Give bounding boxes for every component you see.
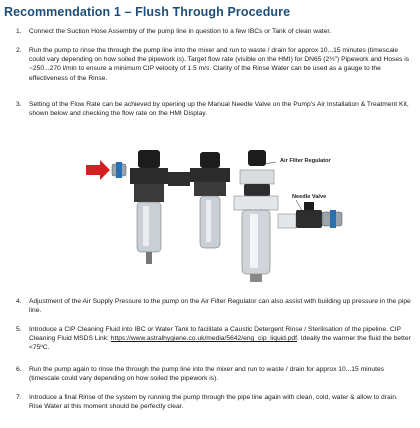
air-filter-regulator-label: Air Filter Regulator (280, 158, 331, 164)
step-text-after: . Ideally the warmer the fluid the better <75ºC. (29, 335, 411, 352)
step-text: Connect the Suction Hose Assembly of the pump line in question to a few IBCs or Tank of clean water. (29, 28, 332, 35)
step-text: Run the pump again to rinse the through the pump line into the mixer and run to waste / drain for approx 10...15 minutes (timescale could vary depending on how soiled the pipework is). (29, 366, 385, 383)
step-text: Setting of the Flow Rate can be achieved by opening up the Manual Needle Valve on the Pump’s Air Installation & Treatment Kit, shown below and checking the flow rate on the HMI Display. (29, 101, 409, 118)
regulator-knob-2 (200, 152, 220, 168)
page-title: Recommendation 1 – Flush Through Procedure (4, 5, 291, 19)
step-text: Introduce a final Rinse of the system by running the pump through the pipe line again with clean, cold, water & allow to drain. Rise Water at this moment should be perfectly clear. (29, 394, 398, 411)
air-treatment-kit-illustration (80, 150, 370, 292)
step-number: 6. (16, 366, 22, 373)
needle-valve-body (296, 210, 322, 228)
step-number: 2. (16, 47, 22, 54)
red-arrow-icon (86, 160, 110, 180)
step-text-before: Introduce a CIP Cleaning Fluid into IBC or Water Tank to facilitate a Caustic Detergent Rinse / Sterilisation of the pipeline. CIP Cleaning Fluid MSDS Link: (29, 326, 401, 343)
equipment-drawing (80, 150, 370, 292)
needle-valve-label: Needle Valve (292, 194, 327, 200)
pressure-gauge (244, 184, 270, 196)
step-text (29, 325, 412, 353)
regulator-knob-1 (138, 150, 160, 168)
step-text: Adjustment of the Air Supply Pressure to the pump on the Air Filter Regulator can also assist with building up pressure in the pipe line. (29, 298, 411, 315)
msds-link[interactable]: https://www.astralhygiene.co.uk/media/5642/eng_cip_liquid.pdf (110, 335, 298, 343)
step-text: Run the pump to rinse the through the pump line into the mixer and run to waste / drain for approx 10...15 minutes (timescale could vary depending on how soiled the pipework is). Target flow rate (visible on the HMI) for DN65 (2½”) Pipework and Hoses is ~250...270 l/min to ensure a minimum CIP velocity of 1.5 m/s. Clarity of the Rinse Water can be used as a gauge to the effectiveness of the Rinse. (29, 47, 410, 82)
step-number: 5. (16, 326, 22, 333)
step-number: 3. (16, 101, 22, 108)
step-number: 7. (16, 394, 22, 401)
regulator-knob-3 (248, 150, 266, 166)
step-number: 4. (16, 298, 22, 305)
step-number: 1. (16, 28, 22, 35)
